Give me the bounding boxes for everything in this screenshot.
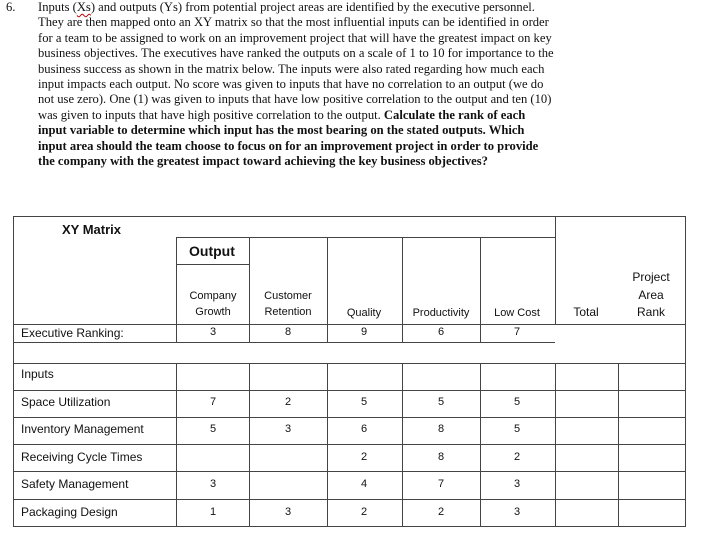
question-number: 6. bbox=[6, 0, 16, 14]
input-cell: 5 bbox=[360, 396, 368, 408]
grid-line bbox=[555, 363, 556, 526]
input-cell: 5 bbox=[437, 396, 445, 408]
input-cell: 2 bbox=[513, 451, 521, 463]
grid-line bbox=[176, 237, 177, 342]
input-cell: 2 bbox=[437, 506, 445, 518]
rank-header-line1: Project bbox=[632, 270, 670, 284]
grid-line bbox=[480, 237, 481, 342]
input-cell: 7 bbox=[209, 396, 217, 408]
input-cell: 2 bbox=[360, 451, 368, 463]
column-header-line1: Customer bbox=[264, 290, 312, 302]
grid-line bbox=[249, 363, 250, 526]
input-cell: 5 bbox=[513, 423, 521, 435]
executive-ranking-value: 7 bbox=[513, 326, 521, 338]
rank-header-line3: Rank bbox=[636, 305, 666, 319]
question-mixed-normal: was given to inputs that have high positive correlation to the output. bbox=[38, 107, 384, 122]
question-line-bold: input area should the team choose to focus on for an improvement project in order to provide bbox=[38, 138, 539, 153]
input-row-label: Receiving Cycle Times bbox=[21, 450, 143, 464]
rank-header-line2: Area bbox=[638, 288, 664, 302]
input-cell: 8 bbox=[437, 423, 445, 435]
grid-line bbox=[402, 237, 403, 342]
grid-line bbox=[480, 363, 481, 526]
grid-line bbox=[14, 471, 685, 472]
question-line: business success as shown in the matrix below. The inputs were also rated regarding how much each bbox=[38, 61, 545, 76]
inputs-label: Inputs bbox=[21, 367, 54, 381]
column-header-line2: Retention bbox=[264, 306, 312, 318]
input-row-label: Space Utilization bbox=[21, 395, 111, 409]
column-header-line1: Company bbox=[189, 290, 237, 302]
question-mixed-bold: Calculate the rank of each bbox=[383, 107, 526, 122]
input-cell: 8 bbox=[437, 451, 445, 463]
question-line: They are then mapped onto an XY matrix so that the most influential inputs can be identified in order bbox=[38, 15, 549, 30]
input-row-label: Safety Management bbox=[21, 477, 129, 491]
question-line: for a team to be assigned to work on an improvement project that will have the greatest impact on key bbox=[38, 30, 552, 45]
grid-line bbox=[14, 444, 685, 445]
column-header-line2: Productivity bbox=[412, 307, 470, 319]
output-label: Output bbox=[189, 243, 235, 259]
question-line bbox=[38, 108, 606, 123]
grid-line bbox=[14, 324, 685, 325]
executive-ranking-value: 9 bbox=[360, 326, 368, 338]
input-row-label: Packaging Design bbox=[21, 505, 118, 519]
column-header-line2: Quality bbox=[346, 307, 382, 319]
question-line1-post: ) and outputs (Ys) from potential project areas are identified by the executive personnel. bbox=[90, 0, 535, 14]
column-header-line2: Low Cost bbox=[494, 307, 540, 319]
executive-ranking-value: 3 bbox=[209, 326, 217, 338]
input-cell: 4 bbox=[360, 478, 368, 490]
xy-matrix-table bbox=[13, 216, 686, 527]
grid-line bbox=[555, 217, 556, 324]
question-line1-pre: Inputs ( bbox=[38, 0, 77, 14]
grid-line bbox=[176, 237, 555, 238]
question-line: input impacts each output. No score was given to inputs that have no correlation to an output (we do bbox=[38, 77, 544, 92]
executive-ranking-value: 8 bbox=[284, 326, 292, 338]
input-cell: 3 bbox=[513, 506, 521, 518]
question-line bbox=[38, 0, 606, 15]
question-line: business objectives. The executives have ranked the outputs on a scale of 1 to 10 for importance to the bbox=[38, 46, 554, 61]
input-row-label: Inventory Management bbox=[21, 422, 144, 436]
question-text bbox=[6, 0, 606, 169]
column-header-line2: Growth bbox=[195, 306, 231, 318]
input-cell: 1 bbox=[209, 506, 217, 518]
grid-line bbox=[14, 363, 685, 364]
grid-line bbox=[14, 390, 685, 391]
grid-line bbox=[327, 237, 328, 342]
input-cell: 6 bbox=[360, 423, 368, 435]
grid-line bbox=[14, 417, 685, 418]
executive-ranking-value: 6 bbox=[437, 326, 445, 338]
input-cell: 3 bbox=[284, 506, 292, 518]
grid-line bbox=[176, 264, 249, 265]
grid-line bbox=[176, 363, 177, 526]
input-cell: 2 bbox=[360, 506, 368, 518]
input-cell: 3 bbox=[284, 423, 292, 435]
input-cell: 3 bbox=[209, 478, 217, 490]
matrix-title: XY Matrix bbox=[62, 222, 122, 237]
input-cell: 7 bbox=[437, 478, 445, 490]
question-body bbox=[38, 0, 606, 169]
total-header: Total bbox=[573, 305, 599, 319]
grid-line bbox=[327, 363, 328, 526]
grid-line bbox=[249, 237, 250, 342]
question-line-bold: the company with the greatest impact toward achieving the key business objectives? bbox=[38, 154, 488, 169]
input-cell: 3 bbox=[513, 478, 521, 490]
question-line-bold: input variable to determine which input has the most bearing on the stated outputs. Which bbox=[38, 123, 525, 138]
grid-line bbox=[402, 363, 403, 526]
grid-line bbox=[14, 499, 685, 500]
grid-line bbox=[618, 363, 619, 526]
input-cell: 2 bbox=[284, 396, 292, 408]
input-cell: 5 bbox=[513, 396, 521, 408]
grid-line bbox=[14, 342, 555, 343]
spellcheck-word: Xs bbox=[76, 0, 91, 14]
executive-ranking-label: Executive Ranking: bbox=[21, 326, 124, 340]
question-line: not use zero). One (1) was given to inputs that have low positive correlation to the output and ten (10) bbox=[38, 92, 552, 107]
input-cell: 5 bbox=[209, 423, 217, 435]
